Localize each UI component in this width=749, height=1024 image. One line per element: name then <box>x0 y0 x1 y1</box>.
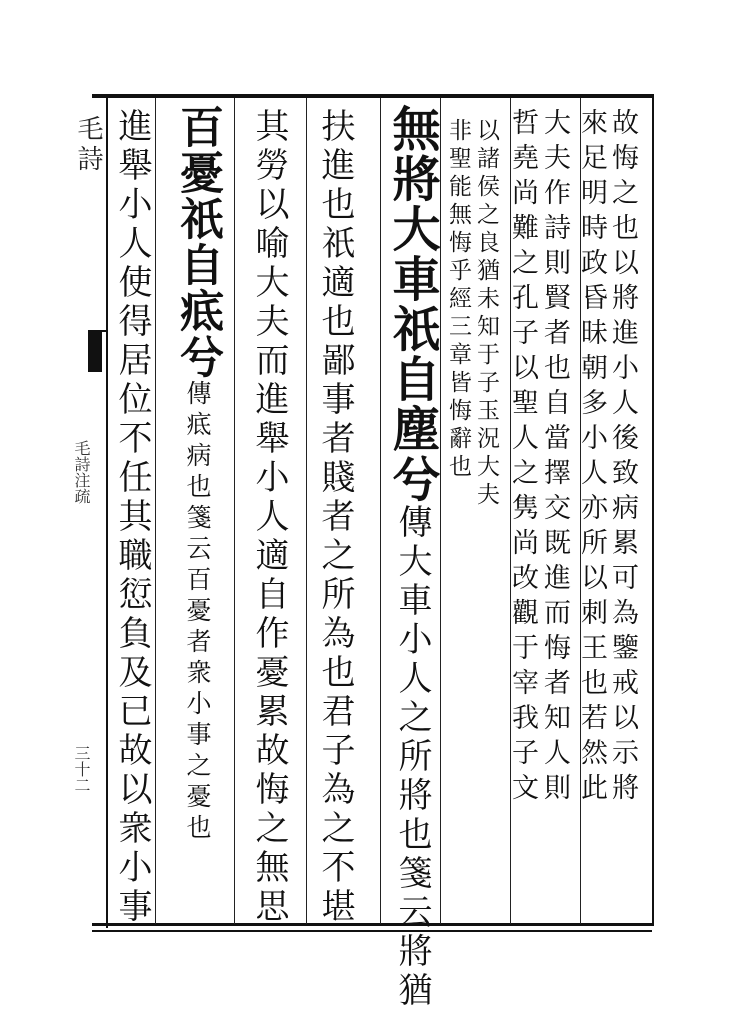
column-rule <box>155 98 156 924</box>
verse-line: 百憂祇自疷兮 <box>172 104 223 380</box>
text-column: 其勞以喻大夫而進舉小人適自作憂累故悔之無思 <box>249 108 289 927</box>
fold-top-label: 毛詩 <box>73 115 103 175</box>
text-column: 故悔之也以將進小人後致病累可為鑒戒以示將 <box>607 108 638 808</box>
fold-page-number: 三十二 <box>72 745 91 793</box>
text-column: 哲堯尚難之孔子以聖人之隽尚改觀于宰我子文 <box>507 108 538 808</box>
frame-bottom-rule <box>92 930 652 932</box>
column-rule <box>234 98 235 924</box>
column-rule <box>306 98 307 924</box>
verse-line: 無將大車祇自塵兮 <box>384 104 440 504</box>
verse-column <box>172 104 223 845</box>
column-rule <box>440 98 441 924</box>
text-column: 非聖能無悔乎經三章皆悔辭也 <box>445 118 471 482</box>
verse-column <box>384 104 440 1011</box>
verse-annotation: 傳大車小人之所將也箋云將猶 <box>392 504 432 1011</box>
center-fold-margin <box>92 98 108 928</box>
text-column: 進舉小人使得居位不任其職愆負及已故以衆小事 <box>112 108 152 927</box>
text-column: 以諸侯之良猶未知于子玉況大夫 <box>473 118 499 510</box>
fold-book-title: 毛詩注疏 <box>72 440 91 504</box>
fish-tail-mark <box>88 330 102 372</box>
verse-annotation: 傳疷病也箋云百憂者衆小事之憂也 <box>183 380 212 845</box>
text-column: 大夫作詩則賢者也自當擇交既進而悔者知人則 <box>539 108 570 808</box>
text-column: 來足明時政昏昧朝多小人亦所以刺王也若然此 <box>576 108 607 808</box>
column-rule <box>380 98 381 924</box>
text-column: 扶進也祇適也鄙事者賤者之所為也君子為之不堪 <box>315 108 355 927</box>
